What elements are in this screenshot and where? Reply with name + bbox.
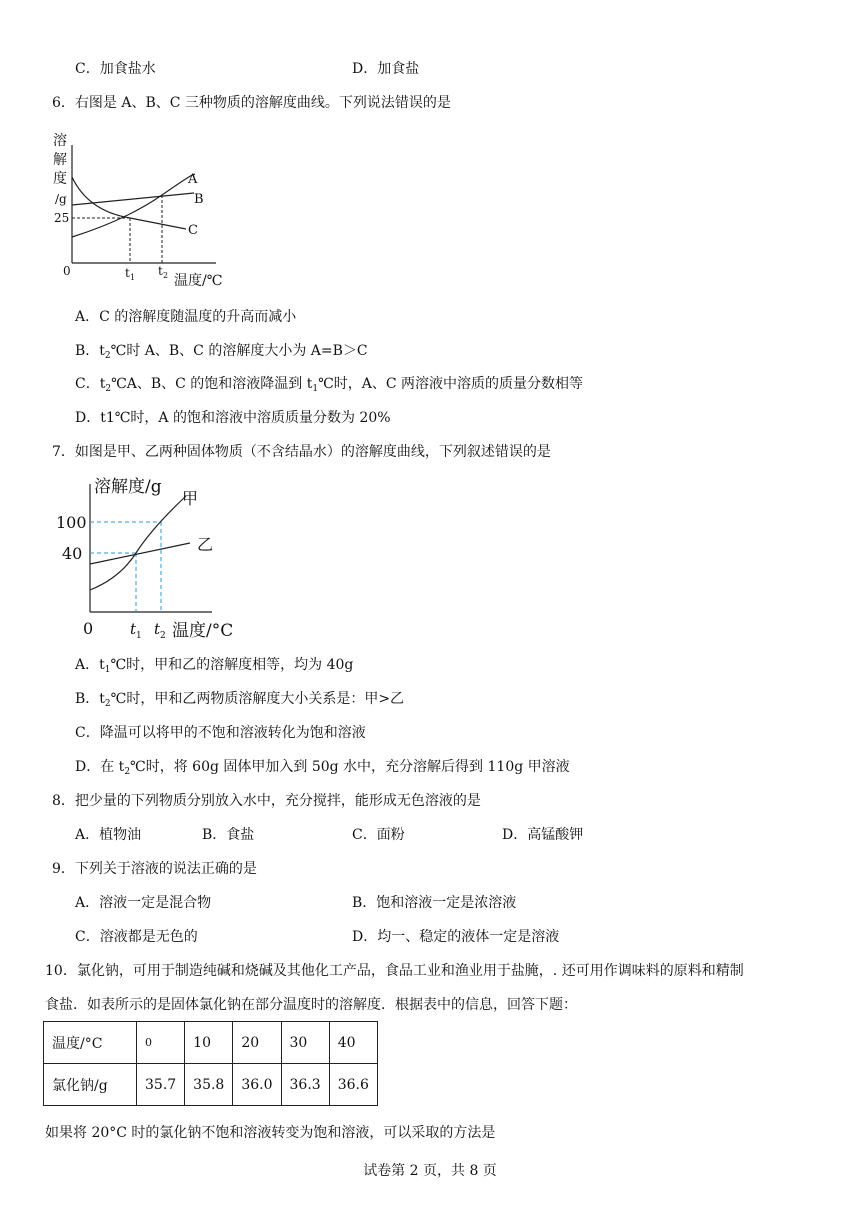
q7-x-tick-t2: t [154,620,161,638]
q7-solubility-figure [50,470,260,648]
q6-option-b: B．$t_2℃$时 A、B、C 的溶解度大小为 A=B＞C [75,343,368,361]
q6-stem: 6．右图是 A、B、C 三种物质的溶解度曲线。下列说法错误的是 [52,95,451,111]
q7-y-tick-100: 100 [56,513,87,532]
q7-origin: 0 [83,619,94,638]
q6-origin: 0 [63,264,71,278]
q8-option-b: B．食盐 [202,827,255,843]
q6-x-tick-t1: t [125,266,130,280]
q8-stem: 8．把少量的下列物质分别放入水中，充分搅拌，能形成无色溶液的是 [52,793,481,809]
q9-option-d: D．均一、稳定的液体一定是溶液 [352,929,560,945]
table-cell: 40 [329,1022,377,1064]
q6-option-a: A．C 的溶解度随温度的升高而减小 [75,309,297,325]
q9-stem: 9．下列关于溶液的说法正确的是 [52,861,257,877]
q6-label-a: A [188,172,198,187]
q8-option-d: D．高锰酸钾 [502,827,584,843]
q7-curve-jia [90,496,186,590]
q9-option-c: C．溶液都是无色的 [75,929,198,945]
q6-solubility-figure [48,125,238,295]
q7-label-jia: 甲 [182,489,199,508]
q7-option-d: D．在 $t_2℃$时，将 60g 固体甲加入到 50g 水中，充分溶解后得到 110g 甲溶液 [75,759,570,777]
q7-option-c: C．降温可以将甲的不饱和溶液转化为饱和溶液 [75,725,366,741]
table-cell: 0 [137,1022,185,1064]
q6-y-label-4: /g [55,192,67,206]
q7-option-a: A．$t_1℃$时，甲和乙的溶解度相等，均为 40g [75,657,354,675]
q7-x-tick-t1: t [130,620,137,638]
q7-x-label: 温度/°C [172,621,234,641]
q6-curve-b [72,193,194,205]
q7-option-b: B．$t_2℃$时，甲和乙两物质溶解度大小关系是：甲>乙 [75,691,405,709]
q9-option-a: A．溶液一定是混合物 [75,895,212,911]
table-cell: 35.7 [137,1064,185,1106]
q6-label-c: C [188,223,198,238]
q5-option-c: C．加食盐水 [75,61,156,77]
table-cell: 36.3 [281,1064,329,1106]
table-cell: 10 [185,1022,233,1064]
q7-x-tick-t2-sub: 2 [160,631,166,641]
q5-option-d: D．加食盐 [352,61,420,77]
table-cell: 36.6 [329,1064,377,1106]
table-cell: 36.0 [233,1064,281,1106]
table-cell: 20 [233,1022,281,1064]
q6-y-label-3: 度 [53,171,67,187]
q6-y-tick-25: 25 [54,211,70,225]
table-row-temperature [44,1022,378,1064]
q7-stem: 7．如图是甲、乙两种固体物质（不含结晶水）的溶解度曲线，下列叙述错误的是 [52,444,551,460]
q9-option-b: B．饱和溶液一定是浓溶液 [352,895,517,911]
q6-x-tick-t2-sub: 2 [163,271,169,280]
q7-y-label: 溶解度/g [94,477,162,497]
table-cell: 30 [281,1022,329,1064]
q10-stem-line2: 食盐．如表所示的是固体氯化钠在部分温度时的溶解度．根据表中的信息，回答下题： [45,997,577,1013]
q6-label-b: B [194,192,204,207]
q6-y-label-2: 解 [53,152,67,168]
q8-option-a: A．植物油 [75,827,142,843]
q7-y-tick-40: 40 [62,544,83,563]
q6-x-tick-t2: t [158,264,163,278]
q8-option-c: C．面粉 [352,827,405,843]
solubility-table [43,1021,378,1106]
q6-option-d: D．t1℃时，A 的饱和溶液中溶质质量分数为 20% [75,410,391,426]
q6-y-label-1: 溶 [53,133,67,149]
q6-x-tick-t1-sub: 1 [130,273,136,282]
q7-label-yi: 乙 [197,535,214,554]
q6-option-c: C．$t_2℃A$、B、C 的饱和溶液降温到 $t_1℃$时，A、C 两溶液中溶质的质量分数相等 [75,376,584,394]
q10-stem-line1: 10．氯化钠，可用于制造纯碱和烧碱及其他化工产品，食品工业和渔业用于盐腌，. 还可用作调味料的原料和精制 [45,963,744,979]
table-cell: 35.8 [185,1064,233,1106]
table-header-sodium-chloride: 氯化钠/g [44,1064,137,1106]
table-row-sodium-chloride [44,1064,378,1106]
page-footer: 试卷第 2 页，共 8 页 [363,1163,497,1179]
table-header-temperature: 温度/°C [44,1022,137,1064]
q7-x-tick-t1-sub: 1 [136,631,142,641]
q10-question: 如果将 20°C 时的氯化钠不饱和溶液转变为饱和溶液，可以采取的方法是 [45,1125,496,1141]
q6-x-label: 温度/℃ [174,273,223,289]
